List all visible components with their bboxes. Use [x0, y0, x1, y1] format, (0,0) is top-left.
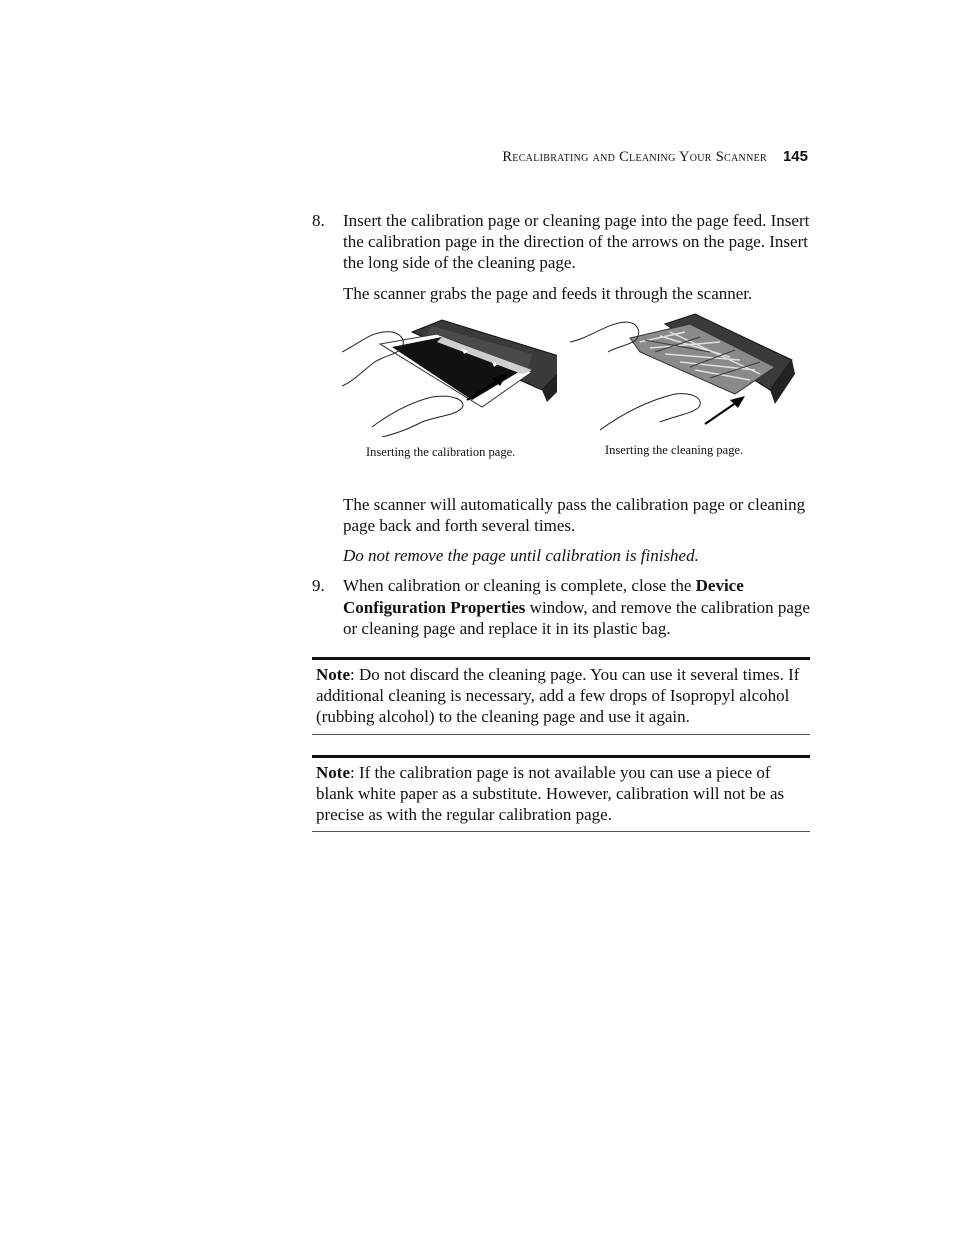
step-text-part: window, and remove the calibration page or cleaning page and replace it in its plastic bag.	[343, 597, 810, 638]
warning-text: Do not remove the page until calibration is finished.	[343, 546, 699, 566]
step-8-followup: The scanner grabs the page and feeds it through the scanner.	[343, 283, 753, 303]
running-title: Recalibrating and Cleaning Your Scanner	[502, 149, 767, 165]
window-name: Device Configuration Properties	[343, 576, 744, 617]
calibration-illustration	[342, 312, 557, 437]
note-text: : Do not discard the cleaning page. You can use it several times. If additional cleaning is necessary, add a few drops of Isopropyl alcohol (rubbing alcohol) to the cleaning page and use it again.	[316, 665, 800, 727]
step-number: 9.	[312, 576, 325, 596]
figure-row	[312, 312, 810, 482]
step-text	[343, 575, 810, 639]
auto-pass-text: The scanner will automatically pass the calibration page or cleaning page back and forth several times.	[343, 494, 806, 536]
note-label: Note	[316, 762, 350, 782]
calibration-caption: Inserting the calibration page.	[366, 444, 516, 459]
step-9	[312, 575, 810, 639]
page-header	[502, 148, 808, 166]
cleaning-caption: Inserting the cleaning page.	[605, 442, 744, 457]
note-label: Note	[316, 665, 350, 685]
page-number: 145	[782, 148, 808, 165]
cleaning-illustration	[570, 312, 795, 437]
step-text: Insert the calibration page or cleaning page into the page feed. Insert the calibration page in the direction of the arrows on the page. Insert the long side of the cleaning page.	[343, 211, 810, 273]
note-box	[312, 657, 810, 735]
note-text: : If the calibration page is not available you can use a piece of blank white paper as a substitute. However, calibration will not be as precise as with the regular calibration page.	[316, 762, 785, 825]
step-number: 8.	[312, 211, 325, 230]
step-text-part: When calibration or cleaning is complete, close the	[343, 576, 696, 596]
page-content	[312, 210, 810, 832]
note-box	[312, 755, 810, 833]
step-8	[312, 210, 810, 274]
